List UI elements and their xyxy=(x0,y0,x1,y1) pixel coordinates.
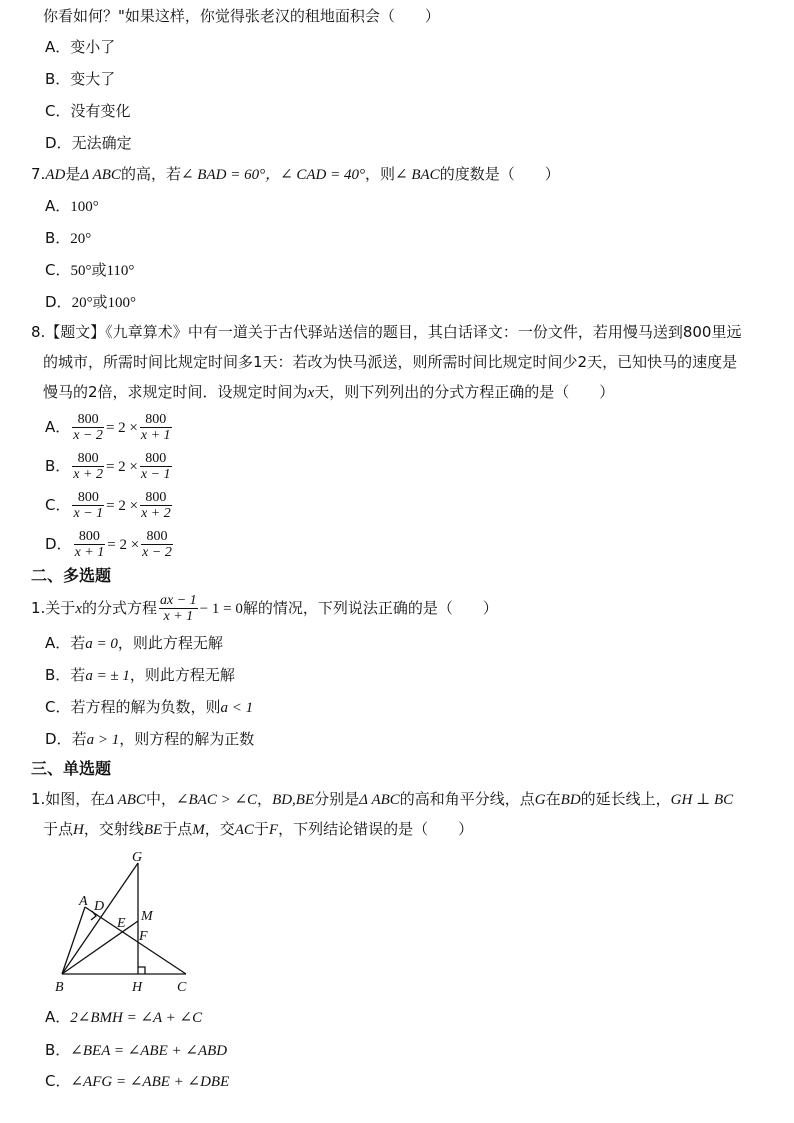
sec3-option-c[interactable] xyxy=(45,1071,229,1092)
option-math: a < 1 xyxy=(220,700,254,716)
q7-angle-bac: ∠ BAC xyxy=(395,167,440,183)
sec2-q1-eq: − 1 = 0 xyxy=(199,601,243,617)
numerator: 800 xyxy=(72,451,104,467)
option-post: ，则此方程无解 xyxy=(129,666,235,684)
q7-angles: ∠ BAD = 60°，∠ CAD = 40° xyxy=(180,167,366,183)
option-label: A． xyxy=(45,38,71,56)
q7-text-4: 的度数是（ ） xyxy=(439,165,560,183)
fraction xyxy=(159,593,198,624)
denominator: x − 1 xyxy=(140,467,171,482)
option-post: ，则此方程无解 xyxy=(117,634,223,652)
q8-line-3b: 天，则下列列出的分式方程正确的是（ ） xyxy=(314,383,615,401)
denominator: x − 2 xyxy=(73,428,103,443)
text: ，交射线 xyxy=(83,820,144,838)
q8-option-c[interactable] xyxy=(45,489,174,522)
q7-stem xyxy=(31,164,560,185)
denominator: x − 1 xyxy=(73,506,104,521)
text: 于 xyxy=(253,820,269,838)
section-title-multi-choice: 二、多选题 xyxy=(31,566,112,585)
text: ， xyxy=(257,790,273,808)
option-math: ∠BEA = ∠ABE + ∠ABD xyxy=(70,1043,228,1059)
option-label: C． xyxy=(45,1072,71,1090)
option-pre: 若 xyxy=(71,730,87,748)
option-pre: 若 xyxy=(70,666,86,684)
math: Δ ABC xyxy=(105,792,146,808)
geometry-figure xyxy=(48,846,198,996)
option-math: a > 1 xyxy=(86,732,120,748)
math: H xyxy=(73,822,84,838)
denominator: x + 1 xyxy=(140,428,171,443)
option-label: A． xyxy=(45,418,71,436)
numerator: 800 xyxy=(72,412,104,428)
option-math: a = 0 xyxy=(85,636,118,652)
label-c: C xyxy=(177,980,187,995)
option-label: A． xyxy=(45,1008,71,1026)
q8-option-d[interactable] xyxy=(45,528,175,561)
q6-option-b[interactable] xyxy=(45,69,115,89)
label-b: B xyxy=(55,980,64,995)
option-label: C． xyxy=(45,496,71,514)
option-math: a = ± 1 xyxy=(85,668,130,684)
sec2-option-a[interactable] xyxy=(45,633,223,654)
sec3-option-a[interactable] xyxy=(45,1007,202,1028)
option-pre: 若 xyxy=(70,634,86,652)
option-label: B． xyxy=(45,666,71,684)
label-a: A xyxy=(79,894,88,909)
q7-option-a[interactable] xyxy=(45,196,99,217)
numerator: 800 xyxy=(140,490,172,506)
sec2-q1-text-c: 解的情况，下列说法正确的是（ ） xyxy=(242,599,498,617)
fraction xyxy=(140,412,172,443)
q6-stem-tail: 你看如何？"如果这样，你觉得张老汉的租地面积会（ ） xyxy=(43,7,440,25)
option-text: 100° xyxy=(70,199,99,215)
math: GH ⊥ BC xyxy=(670,792,734,808)
text: 中， xyxy=(145,790,176,808)
sec2-q1-stem xyxy=(31,592,498,625)
denominator: x + 2 xyxy=(73,467,103,482)
q7-option-b[interactable] xyxy=(45,228,91,249)
sec2-option-d[interactable] xyxy=(45,729,254,750)
equals-times: = 2 × xyxy=(107,537,140,553)
math: F xyxy=(268,822,279,838)
segment-bm xyxy=(62,921,138,974)
q8-line-2: 的城市，所需时间比规定时间多1天：若改为快马派送，则所需时间比规定时间少2天，已知快马的速度是 xyxy=(43,353,738,371)
text: 在 xyxy=(545,790,561,808)
q7-ad: AD xyxy=(45,167,66,183)
math: ∠BAC > ∠C xyxy=(175,792,258,808)
label-g: G xyxy=(132,850,143,865)
q7-triangle: Δ ABC xyxy=(80,167,121,183)
segment-bg xyxy=(62,863,138,974)
sec3-q1-line-1 xyxy=(31,789,733,810)
option-post: ，则方程的解为正数 xyxy=(119,730,255,748)
option-text: 20°或100° xyxy=(71,295,137,311)
label-h: H xyxy=(132,980,143,995)
numerator: 800 xyxy=(141,529,173,545)
option-text: 变大了 xyxy=(70,70,116,88)
q7-text-1: 是 xyxy=(65,165,81,183)
fraction xyxy=(72,490,104,521)
fraction xyxy=(72,412,104,443)
label-f: F xyxy=(139,929,148,944)
denominator: x − 2 xyxy=(142,545,172,560)
option-label: D． xyxy=(45,134,72,152)
sec2-q1-text-b: 的分式方程 xyxy=(81,599,157,617)
sec2-option-c[interactable] xyxy=(45,697,253,718)
numerator: 800 xyxy=(74,529,106,545)
math: Δ ABC xyxy=(359,792,400,808)
option-math: ∠AFG = ∠ABE + ∠DBE xyxy=(70,1074,230,1090)
text: 分别是 xyxy=(314,790,360,808)
option-label: C． xyxy=(45,102,71,120)
fraction xyxy=(74,529,106,560)
math: G xyxy=(534,792,546,808)
option-label: B． xyxy=(45,70,71,88)
option-label: D． xyxy=(45,293,72,311)
math: M xyxy=(192,822,205,838)
option-label: B． xyxy=(45,229,71,247)
fraction xyxy=(141,529,173,560)
text: 1.如图，在 xyxy=(31,790,106,808)
numerator: 800 xyxy=(72,490,104,506)
math: BE xyxy=(143,822,163,838)
q6-option-c[interactable] xyxy=(45,101,131,121)
fraction xyxy=(72,451,104,482)
option-label: A． xyxy=(45,197,71,215)
q8-line-3 xyxy=(43,382,614,403)
label-d: D xyxy=(94,899,105,914)
denominator: x + 1 xyxy=(74,545,105,560)
q7-num: 7. xyxy=(31,165,46,183)
text: 于点 xyxy=(43,820,74,838)
option-text: 变小了 xyxy=(70,38,116,56)
q8-var-x: x xyxy=(307,385,315,401)
option-text: 20° xyxy=(70,231,92,247)
option-label: B． xyxy=(45,1041,71,1059)
fraction xyxy=(140,451,172,482)
option-label: C． xyxy=(45,698,71,716)
q7-text-3: ，则 xyxy=(365,165,396,183)
equals-times: = 2 × xyxy=(105,420,138,436)
text: 的高和角平分线，点 xyxy=(399,790,535,808)
option-pre: 若方程的解为负数，则 xyxy=(70,698,221,716)
option-label: D． xyxy=(45,535,72,553)
segment-ac xyxy=(85,907,186,974)
denominator: x + 2 xyxy=(141,506,171,521)
option-label: C． xyxy=(45,261,71,279)
q6-option-a[interactable] xyxy=(45,37,115,57)
q7-text-2: 的高，若 xyxy=(120,165,181,183)
numerator: ax − 1 xyxy=(160,593,197,608)
option-label: B． xyxy=(45,457,71,475)
option-math: 2∠BMH = ∠A + ∠C xyxy=(70,1010,203,1026)
q8-option-b[interactable] xyxy=(45,450,174,483)
segment-ba xyxy=(62,907,85,974)
sec2-q1-text-a: 1.关于 xyxy=(31,599,76,617)
text: 的延长线上， xyxy=(580,790,671,808)
math: BD,BE xyxy=(272,792,315,808)
numerator: 800 xyxy=(140,451,172,467)
q8-option-a[interactable] xyxy=(45,411,174,444)
option-text: 没有变化 xyxy=(70,102,131,120)
option-text: 50°或110° xyxy=(70,263,135,279)
option-text: 无法确定 xyxy=(71,134,132,152)
q7-option-d[interactable] xyxy=(45,292,136,313)
sec2-option-b[interactable] xyxy=(45,665,235,686)
label-m: M xyxy=(141,909,153,924)
equals-times: = 2 × xyxy=(106,498,139,514)
text: 于点 xyxy=(162,820,193,838)
q8-line-1: 8.【题文】《九章算术》中有一道关于古代驿站送信的题目，其白话译文：一份文件，若用慢马送到800里远 xyxy=(31,323,742,341)
denominator: x + 1 xyxy=(163,609,194,624)
q6-option-d[interactable] xyxy=(45,133,132,153)
q7-option-c[interactable] xyxy=(45,260,134,281)
numerator: 800 xyxy=(140,412,172,428)
label-e: E xyxy=(117,916,126,931)
text: ，交 xyxy=(204,820,235,838)
section-title-single-choice: 三、单选题 xyxy=(31,759,112,778)
sec3-q1-line-2 xyxy=(43,819,473,840)
option-label: A． xyxy=(45,634,71,652)
math: AC xyxy=(234,822,254,838)
math: BD xyxy=(560,792,581,808)
right-angle-h xyxy=(138,967,145,974)
sec2-q1-var-x: x xyxy=(75,601,82,617)
q8-line-3a: 慢马的2倍，求规定时间．设规定时间为 xyxy=(43,383,308,401)
equals-times: = 2 × xyxy=(105,459,138,475)
text: ，下列结论错误的是（ ） xyxy=(278,820,474,838)
sec3-option-b[interactable] xyxy=(45,1040,227,1061)
option-label: D． xyxy=(45,730,72,748)
fraction xyxy=(140,490,172,521)
